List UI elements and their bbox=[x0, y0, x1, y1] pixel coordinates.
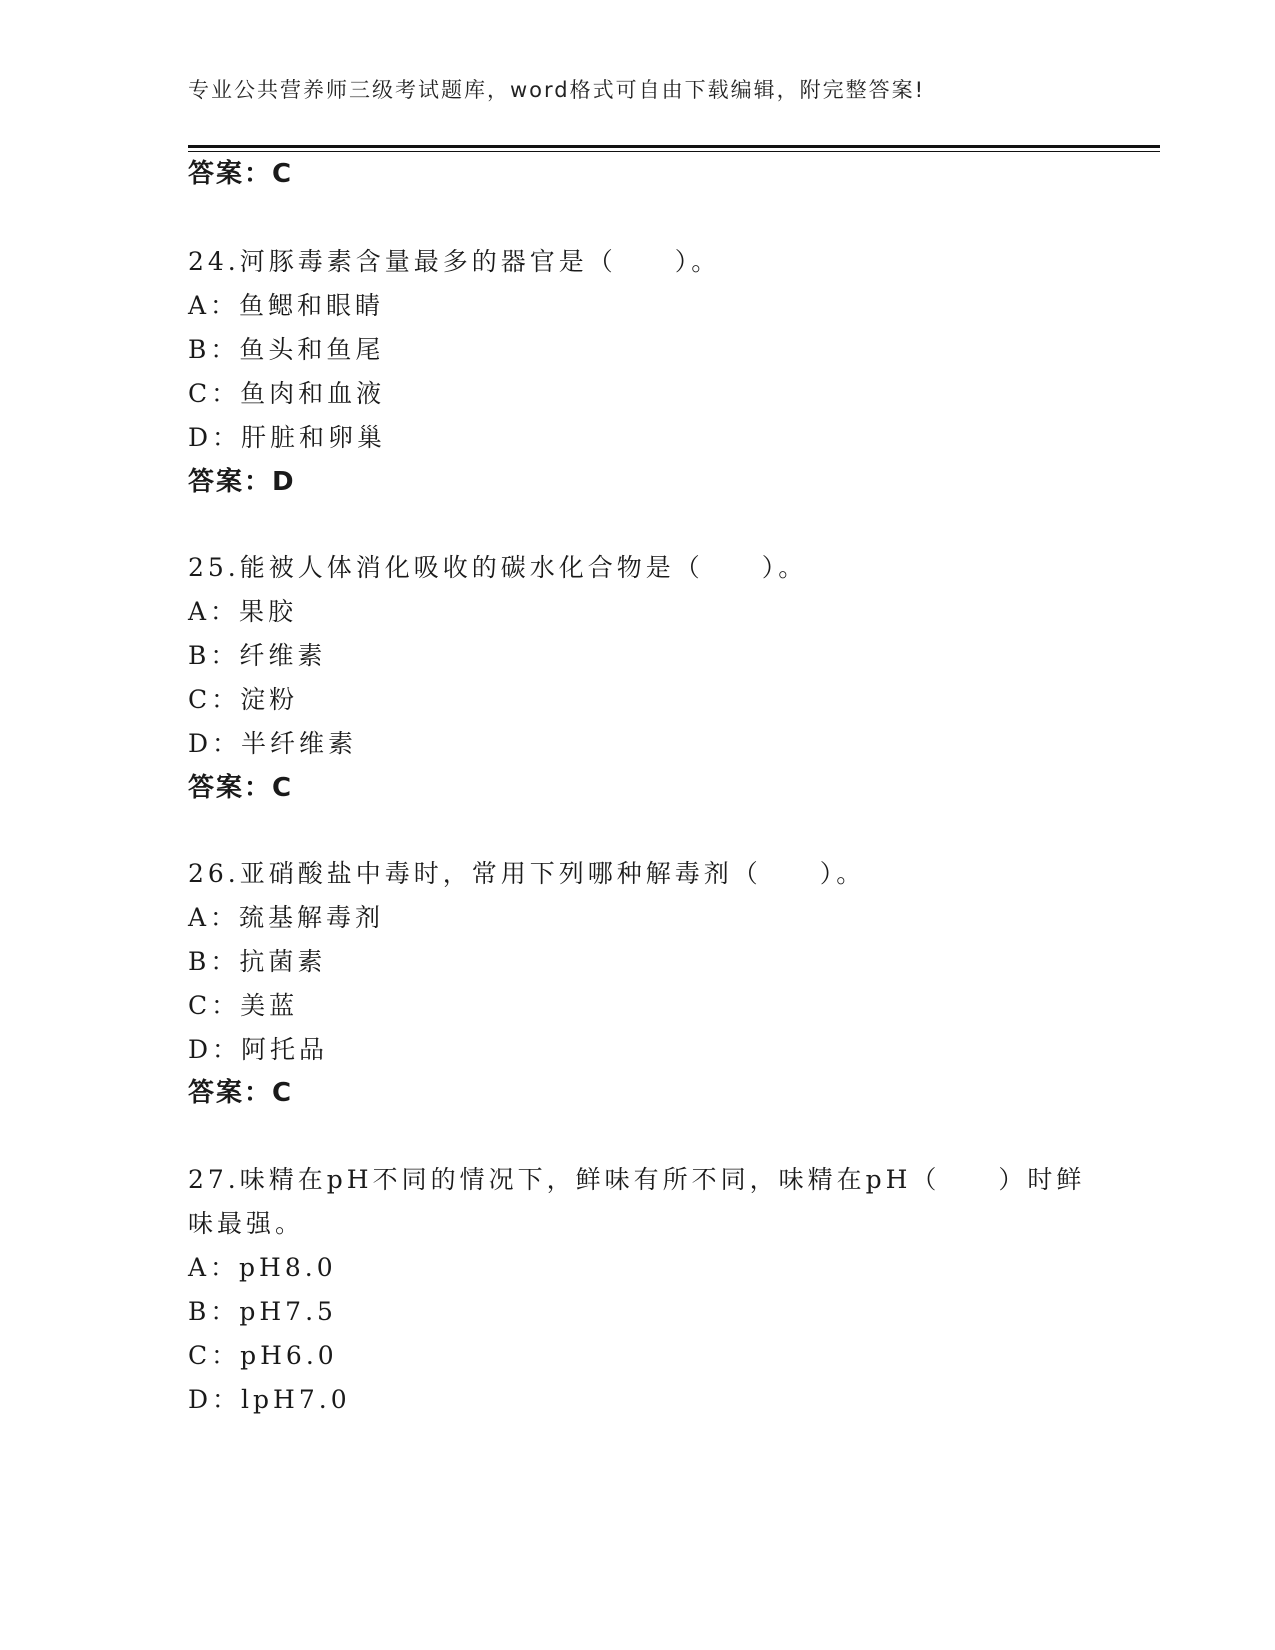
question-26-option-d: D：阿托品 bbox=[188, 1035, 329, 1064]
question-26-option-b: B：抗菌素 bbox=[188, 947, 327, 976]
question-27-stem-line1: 27.味精在pH不同的情况下，鲜味有所不同，味精在pH（ ）时鲜 bbox=[188, 1165, 1086, 1194]
answer-24: 答案：D bbox=[188, 467, 296, 497]
question-24-option-d: D：肝脏和卵巢 bbox=[188, 423, 387, 452]
question-25-option-c: C：淀粉 bbox=[188, 685, 299, 714]
question-27-option-d: D：lpH7.0 bbox=[188, 1385, 351, 1414]
question-26-stem: 26.亚硝酸盐中毒时，常用下列哪种解毒剂（ ）。 bbox=[188, 859, 866, 888]
question-25-option-b: B：纤维素 bbox=[188, 641, 327, 670]
answer-25: 答案：C bbox=[188, 773, 294, 803]
question-25-option-d: D：半纤维素 bbox=[188, 729, 358, 758]
question-26-option-a: A：巯基解毒剂 bbox=[188, 903, 385, 932]
answer-23: 答案：C bbox=[188, 159, 294, 189]
document-header: 专业公共营养师三级考试题库，word格式可自由下载编辑，附完整答案! bbox=[188, 78, 926, 102]
question-25-stem: 25.能被人体消化吸收的碳水化合物是（ ）。 bbox=[188, 553, 808, 582]
answer-26: 答案：C bbox=[188, 1078, 294, 1108]
question-24-option-b: B：鱼头和鱼尾 bbox=[188, 335, 385, 364]
header-rule-thick bbox=[188, 145, 1160, 148]
question-24-option-a: A：鱼鳃和眼睛 bbox=[188, 291, 385, 320]
question-27-option-b: B：pH7.5 bbox=[188, 1297, 337, 1326]
question-24-stem: 24.河豚毒素含量最多的器官是（ ）。 bbox=[188, 247, 721, 276]
question-26-option-c: C：美蓝 bbox=[188, 991, 299, 1020]
question-27-stem-line2: 味最强。 bbox=[188, 1209, 305, 1238]
question-25-option-a: A：果胶 bbox=[188, 597, 298, 626]
question-24-option-c: C：鱼肉和血液 bbox=[188, 379, 386, 408]
question-27-option-c: C：pH6.0 bbox=[188, 1341, 338, 1370]
header-rule-thin bbox=[188, 151, 1160, 152]
question-27-option-a: A：pH8.0 bbox=[188, 1253, 337, 1282]
